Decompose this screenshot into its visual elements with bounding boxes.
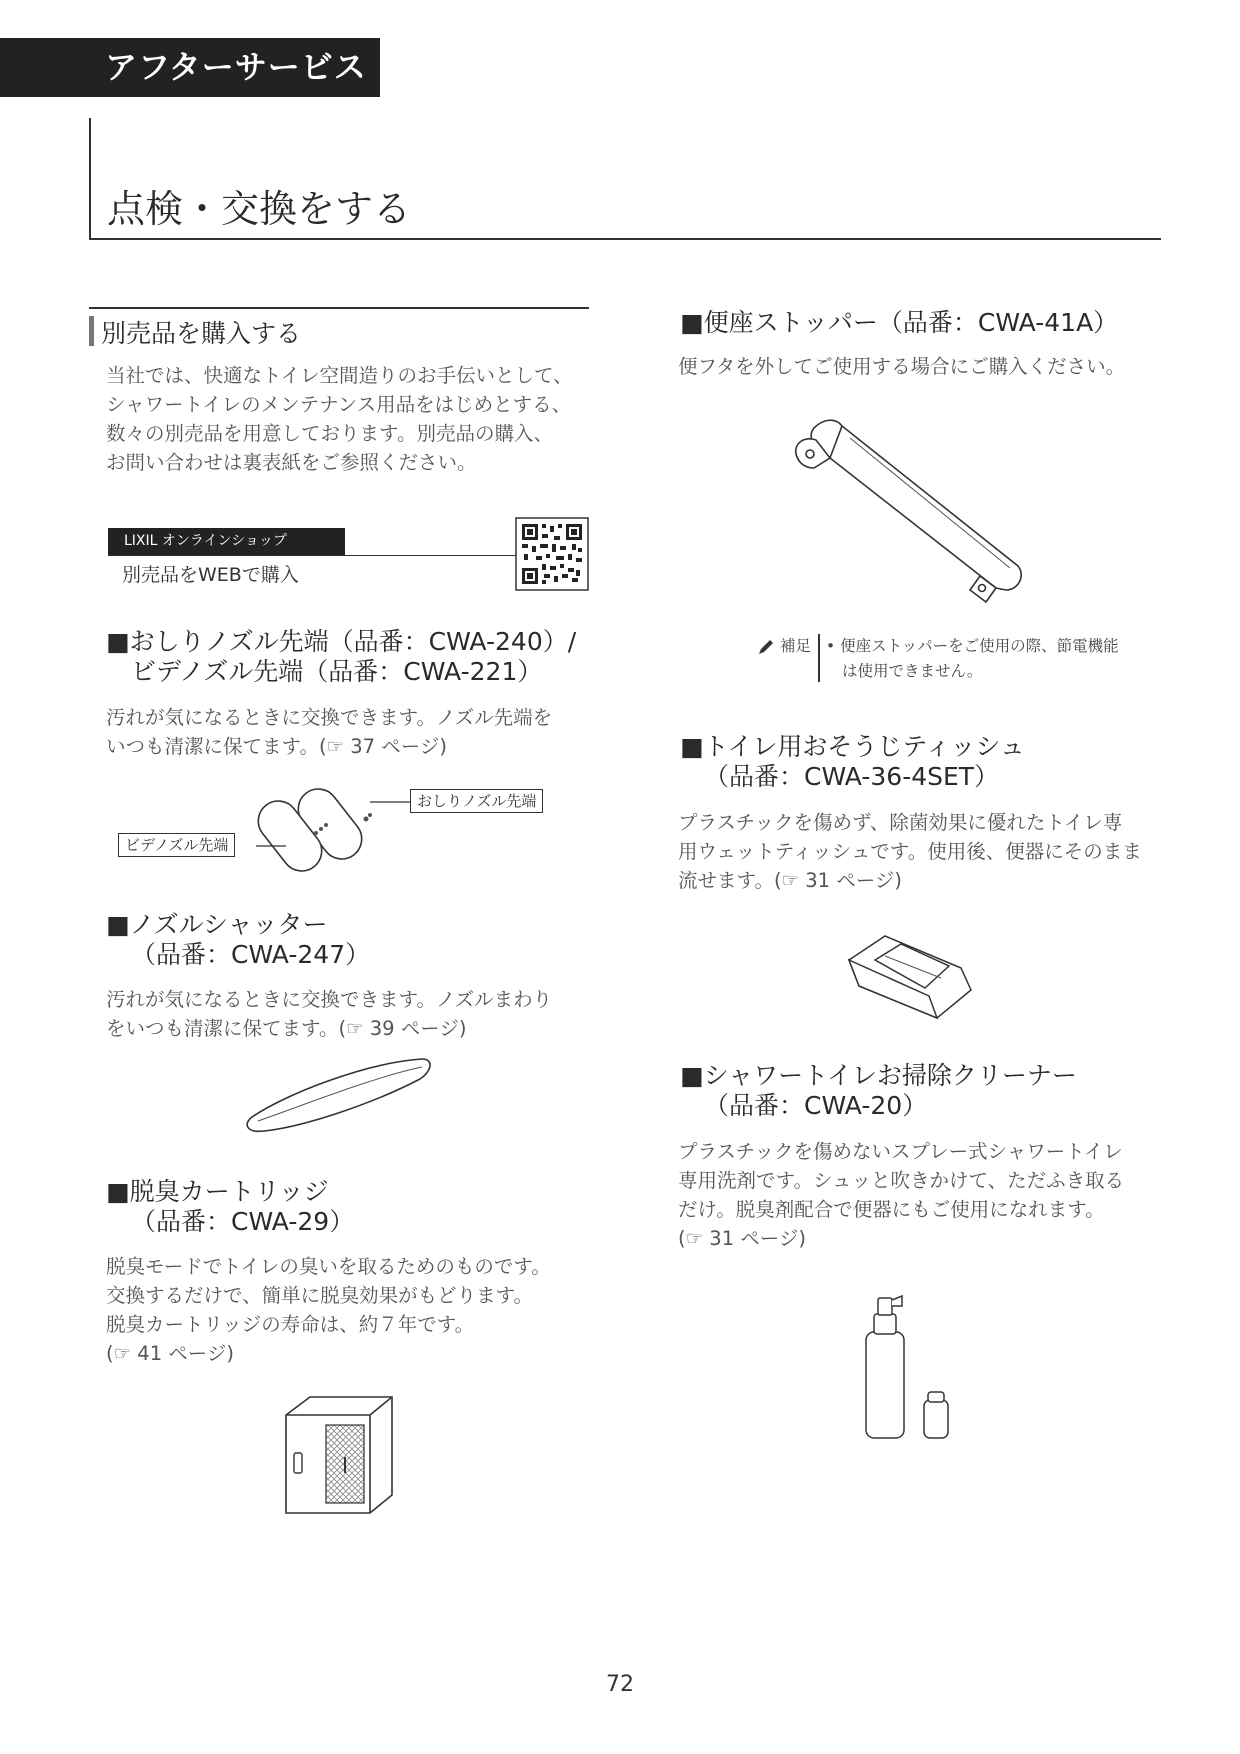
label-oshiri-nozzle: おしりノズル先端 — [410, 789, 543, 813]
shutter-title-2: （品番：CWA-247） — [131, 940, 371, 969]
nozzle-tip-title-1: ■おしりノズル先端（品番：CWA-240）/ — [106, 627, 577, 656]
tissue-title-2: （品番：CWA-36-4SET） — [704, 762, 1000, 791]
page-title: 点検・交換をする — [107, 187, 412, 231]
tissue-line: 流せます。(☞ 31 ページ) — [678, 869, 902, 892]
shutter-title-1: ■ノズルシャッター — [106, 910, 328, 939]
cleaner-line: (☞ 31 ページ) — [678, 1227, 807, 1250]
cartridge-line: 脱臭カートリッジの寿命は、約７年です。 — [106, 1313, 475, 1336]
stopper-illustration — [790, 418, 1030, 608]
section-tab: アフターサービス — [0, 38, 380, 97]
subsection-rule — [89, 307, 589, 309]
shutter-illustration — [244, 1055, 434, 1135]
shutter-line: をいつも清潔に保てます。(☞ 39 ページ) — [106, 1017, 467, 1040]
shutter-text — [106, 985, 552, 1043]
intro-text — [106, 361, 573, 477]
tissue-title-1: ■トイレ用おそうじティッシュ — [680, 732, 1025, 761]
note-line: は使用できません。 — [842, 662, 983, 680]
stopper-title: ■便座ストッパー（品番：CWA-41A） — [680, 308, 1119, 337]
cleaner-line: 専用洗剤です。シュッと吹きかけて、ただふき取る — [678, 1169, 1125, 1192]
shop-divider — [108, 555, 516, 556]
note-label: 補足 — [780, 637, 812, 655]
cartridge-line: (☞ 41 ページ) — [106, 1342, 235, 1365]
callout-line — [256, 844, 286, 848]
cleaner-text — [678, 1137, 1124, 1253]
shutter-line: 汚れが気になるときに交換できます。ノズルまわり — [106, 988, 553, 1011]
nozzle-tip-line: 汚れが気になるときに交換できます。ノズル先端を — [106, 706, 553, 729]
callout-line — [370, 800, 410, 804]
note-divider — [818, 634, 820, 682]
intro-line: 当社では、快適なトイレ空間造りのお手伝いとして、 — [106, 364, 573, 387]
page-title-frame — [89, 118, 1161, 240]
cartridge-line: 脱臭モードでトイレの臭いを取るためのものです。 — [106, 1255, 551, 1278]
cartridge-illustration — [280, 1395, 400, 1517]
tissue-text — [678, 808, 1142, 895]
note-text — [826, 634, 1119, 684]
qr-code-icon[interactable] — [516, 518, 588, 590]
cartridge-text — [106, 1252, 551, 1368]
tissue-line: 用ウェットティッシュです。使用後、便器にそのまま — [678, 840, 1142, 863]
cleaner-title-2: （品番：CWA-20） — [704, 1091, 928, 1120]
online-shop-label: LIXIL オンラインショップ — [108, 528, 345, 555]
label-bide-nozzle: ビデノズル先端 — [118, 833, 235, 857]
tissue-illustration — [845, 930, 975, 1025]
cleaner-line: プラスチックを傷めないスプレー式シャワートイレ — [678, 1140, 1123, 1163]
shop-web-link[interactable]: 別売品をWEBで購入 — [122, 564, 299, 586]
cleaner-title-1: ■シャワートイレお掃除クリーナー — [680, 1061, 1077, 1090]
note-line: • 便座ストッパーをご使用の際、節電機能 — [826, 637, 1119, 655]
cartridge-title-1: ■脱臭カートリッジ — [106, 1177, 329, 1206]
cartridge-title-2: （品番：CWA-29） — [131, 1207, 355, 1236]
intro-line: シャワートイレのメンテナンス用品をはじめとする、 — [106, 393, 572, 416]
subsection-heading: 別売品を購入する — [101, 319, 302, 348]
intro-line: 数々の別売品を用意しております。別売品の購入、 — [106, 422, 553, 445]
stopper-line: 便フタを外してご使用する場合にご購入ください。 — [678, 355, 1126, 378]
pencil-icon — [757, 638, 775, 656]
nozzle-tip-illustration — [250, 775, 420, 875]
cartridge-line: 交換するだけで、簡単に脱臭効果がもどります。 — [106, 1284, 534, 1307]
nozzle-tip-line: いつも清潔に保てます。(☞ 37 ページ) — [106, 735, 447, 758]
cleaner-line: だけ。脱臭剤配合で便器にもご使用になれます。 — [678, 1198, 1105, 1221]
stopper-text — [678, 352, 1125, 381]
nozzle-tip-text — [106, 703, 552, 761]
nozzle-tip-title-2: ビデノズル先端（品番：CWA-221） — [131, 657, 543, 686]
page-number: 72 — [606, 1672, 634, 1697]
tissue-line: プラスチックを傷めず、除菌効果に優れたトイレ専 — [678, 811, 1123, 834]
intro-line: お問い合わせは裏表紙をご参照ください。 — [106, 451, 477, 474]
spray-bottle-illustration — [862, 1292, 952, 1442]
subsection-marker — [89, 316, 94, 346]
